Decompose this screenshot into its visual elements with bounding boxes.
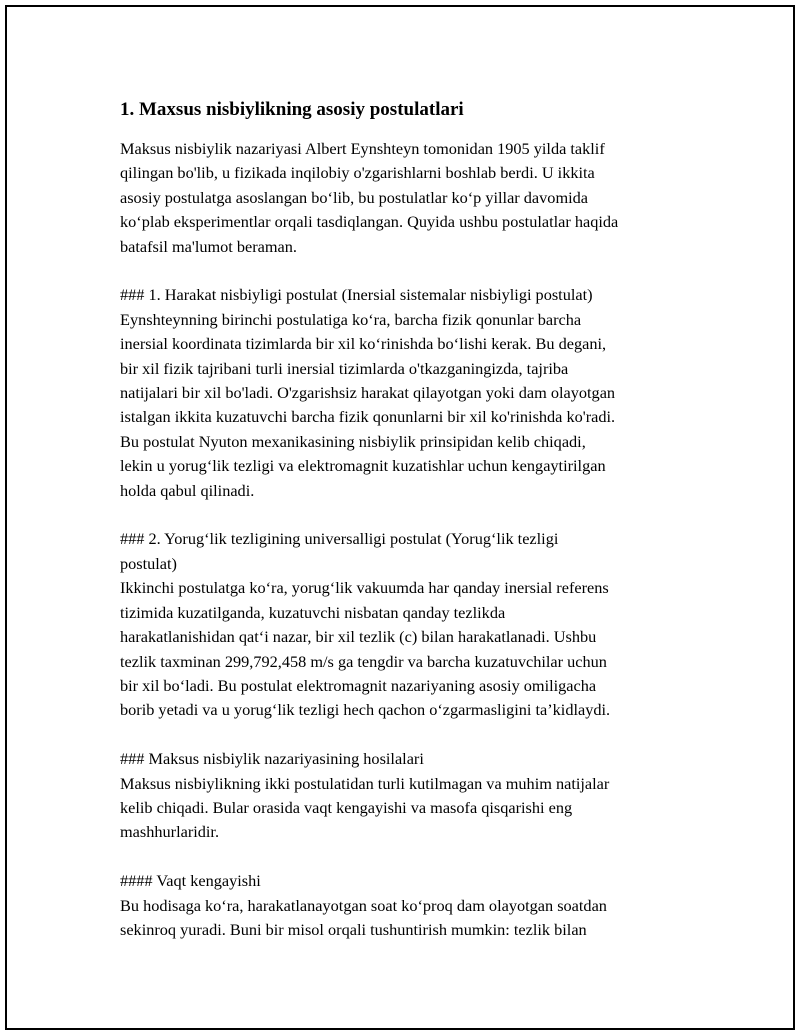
section-1 <box>120 283 700 503</box>
text-line: borib yetadi va u yorug‘lik tezligi hech qachon o‘zgarmasligini ta’kidlaydi. <box>120 700 611 720</box>
intro-paragraph <box>120 137 700 259</box>
document-page <box>5 5 795 1030</box>
text-line: harakatlanishidan qat‘i nazar, bir xil tezlik (c) bilan harakatlanadi. Ushbu <box>120 627 597 647</box>
text-line: Bu hodisaga ko‘ra, harakatlanayotgan soat ko‘proq dam olayotgan soatdan <box>120 895 607 915</box>
paragraph-gap <box>120 503 700 527</box>
section-3-heading: ### Maksus nisbiylik nazariyasining hosilalari <box>120 749 424 769</box>
text-line: Maksus nisbiylik nazariyasi Albert Eynshteyn tomonidan 1905 yilda taklif <box>120 139 605 158</box>
text-line: tizimida kuzatilganda, kuzatuvchi nisbatan qanday tezlikda <box>120 602 506 622</box>
text-line: qilingan bo'lib, u fizikada inqilobiy o'zgarishlarni boshlab berdi. U ikkita <box>120 163 595 183</box>
text-line: tezlik taxminan 299,792,458 m/s ga tengdir va barcha kuzatuvchilar uchun <box>120 651 607 671</box>
text-line: ko‘plab eksperimentlar orqali tasdiqlangan. Quyida ushbu postulatlar haqida <box>120 212 619 232</box>
section-2-heading-cont: postulat) <box>120 553 177 573</box>
text-line: natijalari bir xil bo'ladi. O'zgarishsiz harakat qilayotgan yoki dam olayotgan <box>120 383 616 403</box>
section-1-heading: ### 1. Harakat nisbiyligi postulat (Inersial sistemalar nisbiyligi postulat) <box>120 285 593 305</box>
text-line: kelib chiqadi. Bular orasida vaqt kengayishi va masofa qisqarishi eng <box>120 797 573 817</box>
text-line: sekinroq yuradi. Buni bir misol orqali tushuntirish mumkin: tezlik bilan <box>120 919 587 939</box>
text-line: Eynshteynning birinchi postulatiga ko‘ra, barcha fizik qonunlar barcha <box>120 309 582 329</box>
document-content <box>120 95 700 942</box>
text-line: Ikkinchi postulatga ko‘ra, yorug‘lik vakuumda har qanday inersial referens <box>120 578 609 598</box>
section-2-heading: ### 2. Yorug‘lik tezligining universalligi postulat (Yorug‘lik tezligi <box>120 529 559 549</box>
text-line: bir xil bo‘ladi. Bu postulat elektromagnit nazariyaning asosiy omiligacha <box>120 675 597 695</box>
section-2 <box>120 527 700 722</box>
text-line: istalgan ikkita kuzatuvchi barcha fizik qonunlarni bir xil ko'rinishda ko'radi. <box>120 407 616 427</box>
text-line: Bu postulat Nyuton mexanikasining nisbiylik prinsipidan kelib chiqadi, <box>120 431 586 451</box>
section-3 <box>120 747 700 845</box>
document-title: 1. Maxsus nisbiylikning asosiy postulatlari <box>120 99 464 120</box>
section-4 <box>120 869 700 942</box>
text-line: batafsil ma'lumot beraman. <box>120 236 297 256</box>
paragraph-gap <box>120 259 700 283</box>
section-4-heading: #### Vaqt kengayishi <box>120 871 261 891</box>
text-line: inersial koordinata tizimlarda bir xil ko‘rinishda bo‘lishi kerak. Bu degani, <box>120 334 607 354</box>
text-line: mashhurlaridir. <box>120 822 220 842</box>
text-line: holda qabul qilinadi. <box>120 480 255 500</box>
text-line: asosiy postulatga asoslangan bo‘lib, bu postulatlar ko‘p yillar davomida <box>120 187 588 207</box>
text-line: Maksus nisbiylikning ikki postulatidan turli kutilmagan va muhim natijalar <box>120 773 610 793</box>
text-line: bir xil fizik tajribani turli inersial tizimlarda o'tkazganingizda, tajriba <box>120 358 569 378</box>
paragraph-gap <box>120 845 700 869</box>
text-line: lekin u yorug‘lik tezligi va elektromagnit kuzatishlar uchun kengaytirilgan <box>120 456 606 476</box>
paragraph-gap <box>120 723 700 747</box>
